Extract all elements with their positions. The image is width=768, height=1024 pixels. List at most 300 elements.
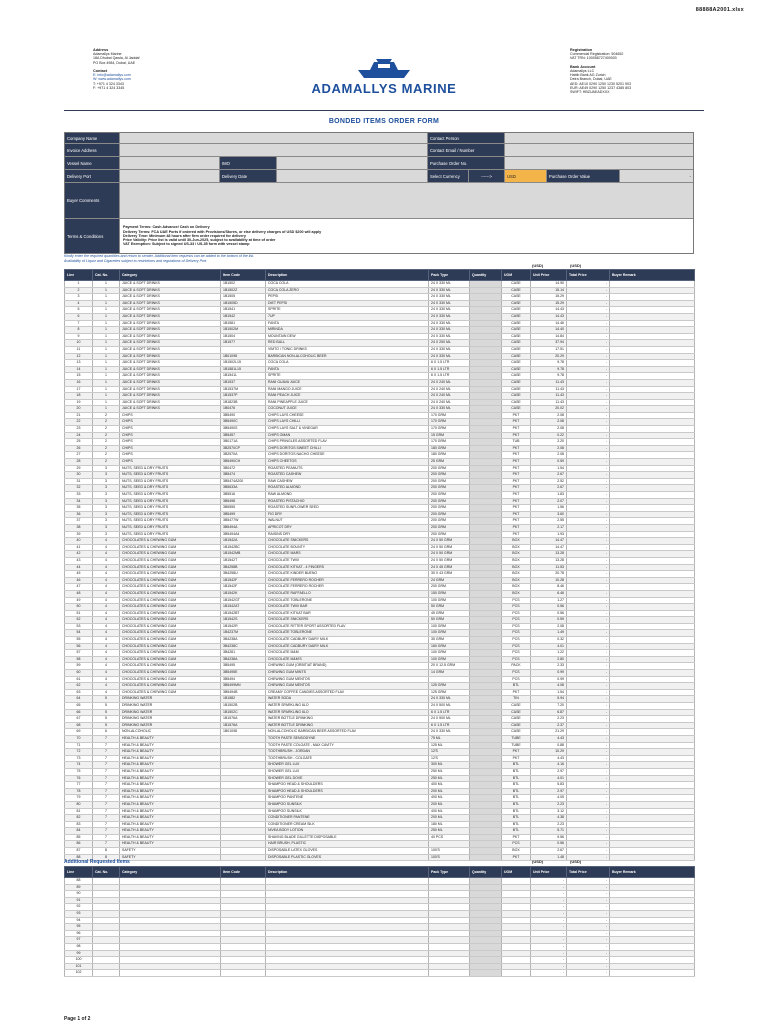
quantity-input[interactable] (470, 492, 502, 499)
uom-input[interactable] (502, 950, 531, 957)
quantity-input[interactable] (470, 353, 502, 360)
buyer-remark-input[interactable] (610, 366, 695, 373)
quantity-input[interactable] (470, 617, 502, 624)
uom-input[interactable] (502, 943, 531, 950)
quantity-input[interactable] (470, 472, 502, 479)
quantity-input[interactable] (470, 498, 502, 505)
buyer-remark-input[interactable] (610, 399, 695, 406)
additional-input[interactable] (120, 917, 221, 924)
buyer-remark-input[interactable] (610, 485, 695, 492)
quantity-input[interactable] (470, 637, 502, 644)
buyer-remark-input[interactable] (610, 584, 695, 591)
additional-input[interactable] (429, 963, 470, 970)
quantity-input[interactable] (470, 564, 502, 571)
buyer-remark-input[interactable] (610, 630, 695, 637)
buyer-remark-input[interactable] (610, 327, 695, 334)
uom-input[interactable] (502, 878, 531, 885)
uom-input[interactable] (502, 930, 531, 937)
quantity-input[interactable] (470, 571, 502, 578)
quantity-input[interactable] (470, 557, 502, 564)
additional-input[interactable] (266, 904, 429, 911)
buyer-remark-input[interactable] (610, 930, 695, 937)
buyer-remark-input[interactable] (610, 617, 695, 624)
quantity-input[interactable] (470, 676, 502, 683)
buyer-remark-input[interactable] (610, 755, 695, 762)
quantity-input[interactable] (470, 930, 502, 937)
buyer-remark-input[interactable] (610, 287, 695, 294)
company-name-input[interactable] (120, 133, 428, 143)
quantity-input[interactable] (470, 300, 502, 307)
additional-input[interactable] (120, 924, 221, 931)
buyer-remark-input[interactable] (610, 597, 695, 604)
buyer-remark-input[interactable] (610, 676, 695, 683)
uom-input[interactable] (502, 917, 531, 924)
quantity-input[interactable] (470, 709, 502, 716)
additional-input[interactable] (221, 897, 266, 904)
buyer-remark-input[interactable] (610, 924, 695, 931)
buyer-remark-input[interactable] (610, 393, 695, 400)
additional-input[interactable] (221, 937, 266, 944)
additional-input[interactable] (266, 950, 429, 957)
quantity-input[interactable] (470, 584, 502, 591)
buyer-remark-input[interactable] (610, 917, 695, 924)
additional-input[interactable] (93, 878, 120, 885)
buyer-remark-input[interactable] (610, 643, 695, 650)
buyer-remark-input[interactable] (610, 762, 695, 769)
quantity-input[interactable] (470, 478, 502, 485)
quantity-input[interactable] (470, 340, 502, 347)
quantity-input[interactable] (470, 485, 502, 492)
additional-input[interactable] (221, 950, 266, 957)
quantity-input[interactable] (470, 630, 502, 637)
additional-input[interactable] (266, 963, 429, 970)
buyer-remark-input[interactable] (610, 696, 695, 703)
buyer-remark-input[interactable] (610, 788, 695, 795)
quantity-input[interactable] (470, 333, 502, 340)
quantity-input[interactable] (470, 683, 502, 690)
additional-input[interactable] (93, 957, 120, 964)
buyer-remark-input[interactable] (610, 412, 695, 419)
additional-input[interactable] (120, 930, 221, 937)
quantity-input[interactable] (470, 399, 502, 406)
quantity-input[interactable] (470, 294, 502, 301)
contact-email-input[interactable] (505, 144, 693, 156)
quantity-input[interactable] (470, 722, 502, 729)
additional-input[interactable] (266, 924, 429, 931)
quantity-input[interactable] (470, 897, 502, 904)
buyer-remark-input[interactable] (610, 703, 695, 710)
quantity-input[interactable] (470, 511, 502, 518)
additional-input[interactable] (120, 904, 221, 911)
buyer-remark-input[interactable] (610, 963, 695, 970)
quantity-input[interactable] (470, 393, 502, 400)
buyer-remark-input[interactable] (610, 801, 695, 808)
buyer-remark-input[interactable] (610, 432, 695, 439)
additional-input[interactable] (93, 937, 120, 944)
buyer-remark-input[interactable] (610, 848, 695, 855)
quantity-input[interactable] (470, 957, 502, 964)
additional-input[interactable] (120, 950, 221, 957)
quantity-input[interactable] (470, 924, 502, 931)
additional-input[interactable] (266, 930, 429, 937)
quantity-input[interactable] (470, 346, 502, 353)
buyer-remark-input[interactable] (610, 426, 695, 433)
quantity-input[interactable] (470, 735, 502, 742)
buyer-remark-input[interactable] (610, 656, 695, 663)
additional-input[interactable] (266, 943, 429, 950)
buyer-remark-input[interactable] (610, 768, 695, 775)
quantity-input[interactable] (470, 320, 502, 327)
buyer-comments-input[interactable] (120, 183, 693, 218)
quantity-input[interactable] (470, 551, 502, 558)
buyer-remark-input[interactable] (610, 406, 695, 413)
additional-input[interactable] (120, 937, 221, 944)
quantity-input[interactable] (470, 412, 502, 419)
additional-input[interactable] (429, 950, 470, 957)
buyer-remark-input[interactable] (610, 834, 695, 841)
buyer-remark-input[interactable] (610, 524, 695, 531)
buyer-remark-input[interactable] (610, 749, 695, 756)
additional-input[interactable] (429, 943, 470, 950)
additional-input[interactable] (221, 970, 266, 977)
buyer-remark-input[interactable] (610, 511, 695, 518)
additional-input[interactable] (266, 917, 429, 924)
uom-input[interactable] (502, 970, 531, 977)
invoice-address-input[interactable] (120, 144, 428, 156)
buyer-remark-input[interactable] (610, 957, 695, 964)
quantity-input[interactable] (470, 518, 502, 525)
buyer-remark-input[interactable] (610, 492, 695, 499)
additional-input[interactable] (221, 884, 266, 891)
buyer-remark-input[interactable] (610, 670, 695, 677)
additional-input[interactable] (221, 878, 266, 885)
po-no-input[interactable] (505, 157, 693, 169)
additional-input[interactable] (429, 930, 470, 937)
uom-input[interactable] (502, 957, 531, 964)
quantity-input[interactable] (470, 749, 502, 756)
quantity-input[interactable] (470, 307, 502, 314)
quantity-input[interactable] (470, 313, 502, 320)
buyer-remark-input[interactable] (610, 604, 695, 611)
additional-input[interactable] (221, 957, 266, 964)
quantity-input[interactable] (470, 544, 502, 551)
buyer-remark-input[interactable] (610, 742, 695, 749)
quantity-input[interactable] (470, 426, 502, 433)
buyer-remark-input[interactable] (610, 663, 695, 670)
quantity-input[interactable] (470, 762, 502, 769)
buyer-remark-input[interactable] (610, 722, 695, 729)
additional-input[interactable] (93, 897, 120, 904)
buyer-remark-input[interactable] (610, 379, 695, 386)
quantity-input[interactable] (470, 755, 502, 762)
buyer-remark-input[interactable] (610, 459, 695, 466)
quantity-input[interactable] (470, 439, 502, 446)
buyer-remark-input[interactable] (610, 884, 695, 891)
additional-input[interactable] (429, 924, 470, 931)
additional-input[interactable] (93, 891, 120, 898)
additional-input[interactable] (93, 910, 120, 917)
additional-input[interactable] (221, 930, 266, 937)
delivery-port-input[interactable] (120, 170, 220, 182)
quantity-input[interactable] (470, 505, 502, 512)
additional-input[interactable] (266, 878, 429, 885)
quantity-input[interactable] (470, 406, 502, 413)
uom-input[interactable] (502, 904, 531, 911)
buyer-remark-input[interactable] (610, 821, 695, 828)
additional-input[interactable] (93, 963, 120, 970)
quantity-input[interactable] (470, 590, 502, 597)
quantity-input[interactable] (470, 379, 502, 386)
quantity-input[interactable] (470, 531, 502, 538)
quantity-input[interactable] (470, 459, 502, 466)
buyer-remark-input[interactable] (610, 709, 695, 716)
quantity-input[interactable] (470, 663, 502, 670)
buyer-remark-input[interactable] (610, 419, 695, 426)
additional-input[interactable] (93, 930, 120, 937)
quantity-input[interactable] (470, 432, 502, 439)
quantity-input[interactable] (470, 768, 502, 775)
buyer-remark-input[interactable] (610, 320, 695, 327)
quantity-input[interactable] (470, 287, 502, 294)
additional-input[interactable] (266, 937, 429, 944)
buyer-remark-input[interactable] (610, 689, 695, 696)
additional-input[interactable] (120, 910, 221, 917)
additional-input[interactable] (221, 904, 266, 911)
quantity-input[interactable] (470, 910, 502, 917)
quantity-input[interactable] (470, 801, 502, 808)
quantity-input[interactable] (470, 729, 502, 736)
additional-input[interactable] (429, 878, 470, 885)
buyer-remark-input[interactable] (610, 551, 695, 558)
quantity-input[interactable] (470, 373, 502, 380)
contact-email[interactable]: E: info@adamallys.com (93, 73, 131, 78)
additional-input[interactable] (120, 884, 221, 891)
buyer-remark-input[interactable] (610, 623, 695, 630)
buyer-remark-input[interactable] (610, 943, 695, 950)
additional-input[interactable] (266, 891, 429, 898)
buyer-remark-input[interactable] (610, 782, 695, 789)
additional-input[interactable] (120, 963, 221, 970)
buyer-remark-input[interactable] (610, 452, 695, 459)
buyer-remark-input[interactable] (610, 340, 695, 347)
additional-input[interactable] (221, 891, 266, 898)
buyer-remark-input[interactable] (610, 531, 695, 538)
buyer-remark-input[interactable] (610, 544, 695, 551)
additional-input[interactable] (120, 897, 221, 904)
quantity-input[interactable] (470, 716, 502, 723)
quantity-input[interactable] (470, 884, 502, 891)
quantity-input[interactable] (470, 577, 502, 584)
buyer-remark-input[interactable] (610, 478, 695, 485)
contact-website[interactable]: W: www.adamallys.com (93, 77, 131, 82)
buyer-remark-input[interactable] (610, 445, 695, 452)
uom-input[interactable] (502, 924, 531, 931)
contact-person-input[interactable] (505, 133, 693, 143)
quantity-input[interactable] (470, 524, 502, 531)
additional-input[interactable] (221, 917, 266, 924)
additional-input[interactable] (266, 897, 429, 904)
buyer-remark-input[interactable] (610, 950, 695, 957)
imo-input[interactable] (277, 157, 428, 169)
quantity-input[interactable] (470, 917, 502, 924)
buyer-remark-input[interactable] (610, 735, 695, 742)
quantity-input[interactable] (470, 904, 502, 911)
buyer-remark-input[interactable] (610, 683, 695, 690)
quantity-input[interactable] (470, 795, 502, 802)
additional-input[interactable] (93, 924, 120, 931)
buyer-remark-input[interactable] (610, 518, 695, 525)
additional-input[interactable] (266, 884, 429, 891)
additional-input[interactable] (429, 884, 470, 891)
quantity-input[interactable] (470, 828, 502, 835)
additional-input[interactable] (120, 891, 221, 898)
quantity-input[interactable] (470, 703, 502, 710)
quantity-input[interactable] (470, 891, 502, 898)
quantity-input[interactable] (470, 834, 502, 841)
quantity-input[interactable] (470, 878, 502, 885)
buyer-remark-input[interactable] (610, 281, 695, 288)
buyer-remark-input[interactable] (610, 716, 695, 723)
buyer-remark-input[interactable] (610, 307, 695, 314)
quantity-input[interactable] (470, 419, 502, 426)
buyer-remark-input[interactable] (610, 346, 695, 353)
buyer-remark-input[interactable] (610, 729, 695, 736)
quantity-input[interactable] (470, 538, 502, 545)
quantity-input[interactable] (470, 452, 502, 459)
quantity-input[interactable] (470, 386, 502, 393)
quantity-input[interactable] (470, 950, 502, 957)
delivery-date-input[interactable] (277, 170, 428, 182)
buyer-remark-input[interactable] (610, 333, 695, 340)
buyer-remark-input[interactable] (610, 841, 695, 848)
quantity-input[interactable] (470, 782, 502, 789)
buyer-remark-input[interactable] (610, 538, 695, 545)
uom-input[interactable] (502, 910, 531, 917)
quantity-input[interactable] (470, 943, 502, 950)
additional-input[interactable] (221, 910, 266, 917)
buyer-remark-input[interactable] (610, 498, 695, 505)
buyer-remark-input[interactable] (610, 637, 695, 644)
buyer-remark-input[interactable] (610, 828, 695, 835)
additional-input[interactable] (429, 970, 470, 977)
buyer-remark-input[interactable] (610, 878, 695, 885)
buyer-remark-input[interactable] (610, 465, 695, 472)
buyer-remark-input[interactable] (610, 610, 695, 617)
vessel-name-input[interactable] (120, 157, 220, 169)
quantity-input[interactable] (470, 643, 502, 650)
buyer-remark-input[interactable] (610, 571, 695, 578)
quantity-input[interactable] (470, 623, 502, 630)
quantity-input[interactable] (470, 808, 502, 815)
buyer-remark-input[interactable] (610, 353, 695, 360)
buyer-remark-input[interactable] (610, 472, 695, 479)
additional-input[interactable] (93, 884, 120, 891)
additional-input[interactable] (93, 970, 120, 977)
buyer-remark-input[interactable] (610, 300, 695, 307)
buyer-remark-input[interactable] (610, 854, 695, 861)
additional-input[interactable] (221, 924, 266, 931)
buyer-remark-input[interactable] (610, 294, 695, 301)
additional-input[interactable] (429, 891, 470, 898)
buyer-remark-input[interactable] (610, 897, 695, 904)
quantity-input[interactable] (470, 670, 502, 677)
additional-input[interactable] (120, 878, 221, 885)
buyer-remark-input[interactable] (610, 439, 695, 446)
quantity-input[interactable] (470, 689, 502, 696)
quantity-input[interactable] (470, 788, 502, 795)
quantity-input[interactable] (470, 848, 502, 855)
buyer-remark-input[interactable] (610, 891, 695, 898)
quantity-input[interactable] (470, 366, 502, 373)
additional-input[interactable] (429, 897, 470, 904)
currency-select[interactable]: USD (505, 170, 547, 182)
additional-input[interactable] (93, 904, 120, 911)
quantity-input[interactable] (470, 841, 502, 848)
additional-input[interactable] (120, 943, 221, 950)
quantity-input[interactable] (470, 775, 502, 782)
quantity-input[interactable] (470, 604, 502, 611)
buyer-remark-input[interactable] (610, 564, 695, 571)
buyer-remark-input[interactable] (610, 505, 695, 512)
quantity-input[interactable] (470, 821, 502, 828)
additional-input[interactable] (266, 957, 429, 964)
additional-input[interactable] (120, 970, 221, 977)
quantity-input[interactable] (470, 650, 502, 657)
quantity-input[interactable] (470, 963, 502, 970)
buyer-remark-input[interactable] (610, 360, 695, 367)
buyer-remark-input[interactable] (610, 577, 695, 584)
additional-input[interactable] (429, 937, 470, 944)
additional-input[interactable] (429, 904, 470, 911)
additional-input[interactable] (266, 910, 429, 917)
buyer-remark-input[interactable] (610, 373, 695, 380)
buyer-remark-input[interactable] (610, 650, 695, 657)
quantity-input[interactable] (470, 656, 502, 663)
quantity-input[interactable] (470, 465, 502, 472)
quantity-input[interactable] (470, 327, 502, 334)
buyer-remark-input[interactable] (610, 904, 695, 911)
additional-input[interactable] (429, 957, 470, 964)
additional-input[interactable] (93, 950, 120, 957)
quantity-input[interactable] (470, 445, 502, 452)
quantity-input[interactable] (470, 597, 502, 604)
uom-input[interactable] (502, 884, 531, 891)
quantity-input[interactable] (470, 696, 502, 703)
quantity-input[interactable] (470, 610, 502, 617)
buyer-remark-input[interactable] (610, 808, 695, 815)
quantity-input[interactable] (470, 360, 502, 367)
buyer-remark-input[interactable] (610, 775, 695, 782)
buyer-remark-input[interactable] (610, 386, 695, 393)
additional-input[interactable] (221, 963, 266, 970)
additional-input[interactable] (429, 910, 470, 917)
buyer-remark-input[interactable] (610, 910, 695, 917)
additional-input[interactable] (221, 943, 266, 950)
buyer-remark-input[interactable] (610, 970, 695, 977)
uom-input[interactable] (502, 937, 531, 944)
buyer-remark-input[interactable] (610, 557, 695, 564)
additional-input[interactable] (429, 917, 470, 924)
additional-input[interactable] (93, 943, 120, 950)
uom-input[interactable] (502, 963, 531, 970)
quantity-input[interactable] (470, 815, 502, 822)
uom-input[interactable] (502, 897, 531, 904)
quantity-input[interactable] (470, 854, 502, 861)
quantity-input[interactable] (470, 742, 502, 749)
additional-input[interactable] (266, 970, 429, 977)
additional-input[interactable] (120, 957, 221, 964)
uom-input[interactable] (502, 891, 531, 898)
